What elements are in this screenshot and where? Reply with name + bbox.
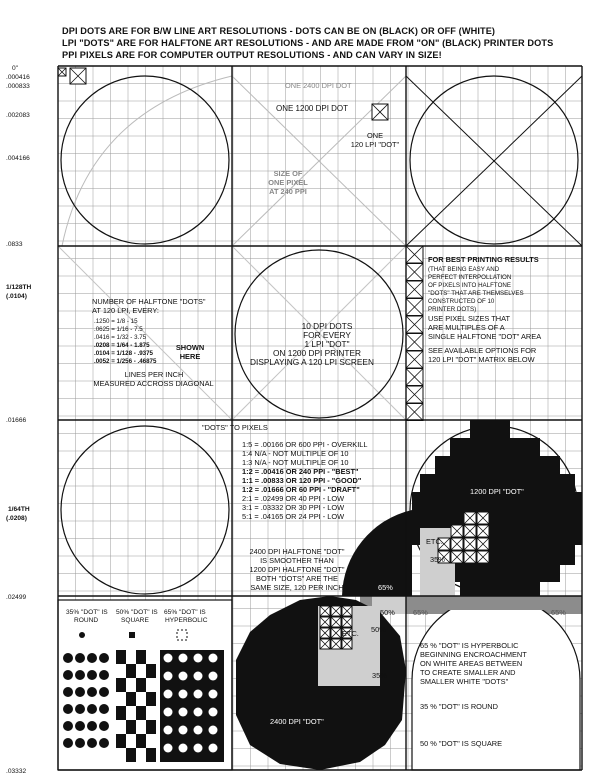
round-pattern-dot [63,653,73,663]
pixel-size-1: SIZE OF [273,169,303,178]
right-65-a: 65% [378,583,393,592]
right-50: 50% [380,608,395,617]
ruler-000833: .000833 [6,83,30,90]
halftone-item-4: .0208 = 1/64 - 1.875 [94,342,150,349]
halftone-intro-2: AT 120 LPI, EVERY: [92,306,159,315]
round-pattern-dot [87,670,97,680]
dot-1200-block [470,420,510,438]
round-pattern-dot [63,670,73,680]
square-pattern-cell [146,748,156,762]
header-line-1: DPI DOTS ARE FOR B/W LINE ART RESOLUTIONS - DOTS CAN BE ON (BLACK) OR OFF (WHITE) [62,26,496,36]
right-etc: ETC. [426,537,443,546]
hyper-pattern-hole [194,726,203,735]
smoother-4: BOTH "DOTS" ARE THE [256,574,338,583]
center-line-4: ON 1200 DPI PRINTER [272,348,362,358]
halftone-item-3: .0416 = 1/32 - 3.75 [94,334,147,341]
dtp-row-1: 1:5 = .00166 OR 600 PPI - OVERKILL [242,440,368,449]
hyper-pattern-hole [209,672,218,681]
dot-2400-label: 2400 DPI "DOT" [270,717,324,726]
square-pattern-cell [116,706,126,720]
dots-to-pixels-title: "DOTS" TO PIXELS [202,423,268,432]
round-pattern-dot [87,653,97,663]
header-line-3: PPI PIXELS ARE FOR COMPUTER OUTPUT RESOLUTIONS - AND CAN VARY IN SIZE! [62,50,442,60]
dot-1200-label: 1200 DPI "DOT" [470,487,524,496]
dtp-row-9: 5:1 = .04165 OR 24 PPI - LOW [242,512,345,521]
ruler-1-64th: 1/64TH [8,506,30,513]
round-pattern-dot [75,721,85,731]
round-pattern-dot [75,653,85,663]
round-pattern-dot [87,704,97,714]
round-pattern-dot [87,687,97,697]
hyper-pattern-hole [179,672,188,681]
square-pattern-cell [126,692,136,706]
hyper-pattern-hole [164,726,173,735]
round-pattern-dot [63,704,73,714]
square-pattern-cell [126,664,136,678]
pixel-size-3: AT 240 PPI [269,187,307,196]
middle-35: 35% [372,671,387,680]
round-pattern-dot [99,653,109,663]
best-printing-6: PRINTER DOTS) [428,306,477,313]
header-line-2: LPI "DOTS" ARE FOR HALFTONE ART RESOLUTIONS - AND ARE MADE FROM "ON" (BLACK) PRINTER DOTS [62,38,554,48]
legend-round-2: ROUND [74,617,99,624]
legend-square-2: SQUARE [121,617,149,624]
best-printing-title: FOR BEST PRINTING RESULTS [428,255,539,264]
hyper-pattern-hole [164,672,173,681]
round-pattern-dot [63,687,73,697]
legend-square-dot [129,632,135,638]
shown-here-1: SHOWN [175,343,205,352]
halftone-item-5: .0104 = 1/128 - .9375 [94,350,154,357]
hyper-pattern-hole [179,708,188,717]
square-pattern-cell [146,720,156,734]
square-pattern-cell [146,692,156,706]
legend-round-dot [79,632,85,638]
smoother-3: 1200 DPI HALFTONE "DOT" [249,565,345,574]
ruler-1-128th: 1/128TH [6,284,32,291]
center-line-2: FOR EVERY [303,330,351,340]
dtp-row-7: 2:1 = .02499 OR 40 PPI - LOW [242,494,345,503]
ruler-000416: .000416 [6,74,30,81]
round-pattern-dot [75,670,85,680]
hyper-pattern-hole [179,654,188,663]
hyper-pattern-hole [164,654,173,663]
smoother-5: SAME SIZE, 120 PER INCH [250,583,344,592]
dot-1200-block [438,565,560,582]
halftone-item-6: .0052 = 1/256 - .46875 [94,358,157,365]
right-65-b: 65% [413,608,428,617]
hyper-pattern-hole [179,690,188,699]
dot-1200-block [460,582,540,596]
round-pattern-dot [75,704,85,714]
hyper-pattern-hole [194,654,203,663]
hyper-pattern-hole [194,708,203,717]
note-round: 35 % "DOT" IS ROUND [420,702,498,711]
best-printing-11: 120 LPI "DOT" MATRIX BELOW [428,355,535,364]
note-hyper-2: BEGINNING ENCROACHMENT [420,650,527,659]
one-120-label-2: 120 LPI "DOT" [350,140,400,149]
dot-1200-block [450,438,540,456]
square-pattern-cell [126,748,136,762]
smoother-2: IS SMOOTHER THAN [260,556,334,565]
hyper-pattern-hole [209,708,218,717]
hyper-pattern-hole [209,744,218,753]
lpi-note-1: LINES PER INCH [124,370,184,379]
hyper-pattern-hole [194,744,203,753]
square-pattern-cell [116,678,126,692]
one-1200-label: ONE 1200 DPI DOT [276,104,349,113]
dtp-row-3: 1:3 N/A - NOT MULTIPLE OF 10 [242,458,349,467]
dot-legend-samples [58,600,232,770]
legend-round-1: 35% "DOT" IS [66,609,108,616]
ruler-004166: .004166 [6,155,30,162]
round-pattern-dot [99,670,109,680]
best-printing-2: PERFECT INTERPOLLATION [428,274,512,281]
hyper-pattern-hole [179,744,188,753]
ruler-0: 0" [12,65,19,72]
dtp-row-2: 1:4 N/A - NOT MULTIPLE OF 10 [242,449,349,458]
best-printing-7: USE PIXEL SIZES THAT [428,314,511,323]
best-printing-1: (THAT BEING EASY AND [428,266,500,273]
one-120-label-1: ONE [366,131,383,140]
best-printing-5: CONSTRUCTED OF 10 [428,298,495,305]
ruler-01666: .01666 [6,417,27,424]
square-pattern-cell [136,734,146,748]
shown-here-2: HERE [179,352,201,361]
dtp-row-8: 3:1 = .03332 OR 30 PPI - LOW [242,503,345,512]
note-square: 50 % "DOT" IS SQUARE [420,739,503,748]
ruler-03332: .03332 [6,768,27,775]
square-pattern-cell [136,706,146,720]
ruler-0104: (.0104) [6,293,27,300]
ruler-0208: (.0208) [6,515,27,522]
hyper-pattern-hole [209,690,218,699]
dtp-row-4: 1:2 = .00416 OR 240 PPI - "BEST" [242,467,359,476]
square-pattern-cell [116,734,126,748]
round-pattern-dot [99,721,109,731]
middle-etc: ETC. [342,629,359,638]
ruler-0833: .0833 [6,241,23,248]
hyper-pattern-hole [164,708,173,717]
dtp-row-5: 1:1 = .00833 OR 120 PPI - "GOOD" [242,476,362,485]
note-hyper-5: SMALLER WHITE "DOTS" [420,677,509,686]
halftone-item-2: .0625 = 1/16 - 7.5 [94,326,143,333]
round-pattern-dot [99,687,109,697]
smoother-1: 2400 DPI HALFTONE "DOT" [249,547,345,556]
dtp-row-6: 1:2 = .01666 OR 60 PPI - "DRAFT" [242,485,360,494]
round-pattern-dot [63,721,73,731]
pixel-size-2: ONE PIXEL [268,178,308,187]
hyper-pattern-hole [179,726,188,735]
round-pattern-dot [87,721,97,731]
round-pattern-dot [75,738,85,748]
round-pattern-dot [63,738,73,748]
hyper-pattern-hole [164,690,173,699]
square-pattern-cell [116,650,126,664]
hyper-pattern-hole [164,744,173,753]
dot-1200-block [435,456,560,474]
right-35: 35% [430,555,445,564]
note-hyper-1: 65 % "DOT" IS HYPERBOLIC [420,641,519,650]
center-line-3: 1 LPI "DOT" [304,339,350,349]
diag-line [58,246,232,420]
round-pattern-dot [87,738,97,748]
best-printing-9: SINGLE HALFTONE "DOT" AREA [428,332,542,341]
legend-hyper-1: 65% "DOT" IS [164,609,206,616]
one-2400-label: ONE 2400 DPI DOT [285,81,352,90]
middle-50: 50% [371,625,386,634]
center-line-1: 10 DPI DOTS [301,321,353,331]
best-printing-3: OF PIXELS INTO HALFTONE [428,282,511,289]
best-printing-4: "DOTS" THAT ARE THEMSELVES [428,290,524,297]
square-pattern-cell [136,650,146,664]
ruler-02499: .02499 [6,594,27,601]
hyper-pattern-hole [194,672,203,681]
best-printing-10: SEE AVAILABLE OPTIONS FOR [428,346,537,355]
ruler-002083: .002083 [6,112,30,119]
best-printing-8: ARE MULTIPLES OF A [428,323,505,332]
round-pattern-dot [75,687,85,697]
note-hyper-3: ON WHITE AREAS BETWEEN [420,659,523,668]
square-pattern-cell [146,664,156,678]
halftone-intro-1: NUMBER OF HALFTONE "DOTS" [92,297,206,306]
hyper-pattern-hole [209,726,218,735]
hyper-pattern-hole [194,690,203,699]
round-pattern-dot [99,704,109,714]
round-pattern-dot [99,738,109,748]
square-pattern-cell [126,720,136,734]
square-pattern-cell [136,678,146,692]
lpi-note-2: MEASURED ACCROSS DIAGONAL [93,379,214,388]
note-hyper-4: TO CREATE SMALLER AND [420,668,516,677]
legend-square-1: 50% "DOT" IS [116,609,158,616]
hyper-pattern-hole [209,654,218,663]
right-65-c: 65% [551,608,566,617]
halftone-item-1: .1250 = 1/8 - 15 [94,318,138,325]
legend-hyper-2: HYPERBOLIC [165,617,208,624]
center-line-5: DISPLAYING A 120 LPI SCREEN [250,357,374,367]
